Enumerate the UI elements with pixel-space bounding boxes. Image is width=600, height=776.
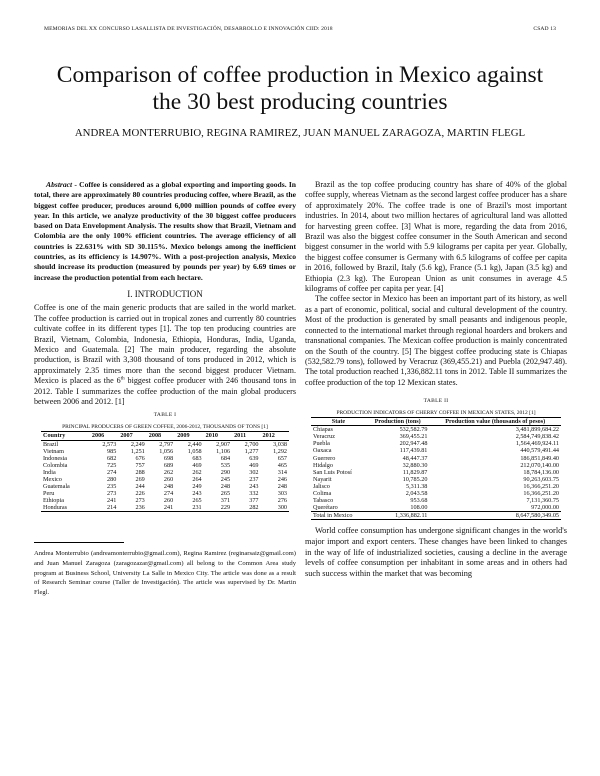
- intro-paragraph: Coffee is one of the main generic products that are sailed in the world market. The coffee production is carried out in tropical zones and currently 80 countries cultivate coffee in its different types [1]. The top ten producing countries are Brazil, Vietnam, Colombia, Indonesia, Ethiopia, Honduras, India, Uganda, Mexico and Guatemala. [2] The main producer, regarding the absolute production, is Brazil with 3,308 thousand of tons produced in 2012, which is approximately 2.35 times more than the second biggest producer Vietnam. Mexico is placed as the 6th biggest coffee producer with 246 thousand tons in 2012. Table I summarizes the coffee production of the main global producers between 2006 and 2012. [1]: [34, 303, 296, 407]
- table1-cell: 246: [277, 476, 287, 483]
- table1-cell: 260: [163, 476, 174, 483]
- table1-header-cell: Country: [41, 432, 90, 440]
- table1-cell: 226: [135, 490, 145, 498]
- table1-cell: 2,797: [159, 440, 174, 448]
- table1-cell: 274: [163, 490, 174, 498]
- abstract-label: Abstract: [46, 180, 73, 189]
- table2-cell: 108.00: [410, 504, 428, 512]
- table1-header-cell: 2011: [232, 432, 260, 440]
- table1-cell: 265: [192, 497, 202, 505]
- table1-cell: 280: [107, 476, 117, 483]
- table1-cell: Indonesia: [43, 454, 68, 462]
- table1-cell: Mexico: [43, 476, 62, 483]
- table2-row: [311, 440, 561, 447]
- table2-cell: Querétaro: [313, 504, 338, 512]
- table2-cell: Tabasco: [313, 497, 334, 505]
- table1-header-row: [41, 432, 289, 440]
- table1-caption: PRINCIPAL PRODUCERS OF GREEN COFFEE, 2006-2012, THOUSANDS OF TONS [1]: [62, 424, 268, 431]
- table1-cell: 371: [220, 497, 231, 505]
- table1-cell: 2,440: [187, 440, 202, 448]
- table2-cell: 202,947.48: [399, 440, 428, 448]
- table2-cell: 10,785.20: [402, 475, 428, 483]
- right-paragraph-2: The coffee sector in Mexico has been an important part of its history, as well as a part of economic, political, social and cultural development of the country. Most of the production is generated by small peasants and indigenous people, connected to the international market through regional hoarders and brokers and transnational companies. The Mexican coffee production is mainly concentrated on the South of the country. [5] The biggest coffee producing state is Chiapas (532,582.79 tons), followed by Veracruz (369,455.21) and Puebla (202,947.48). The total production reached 1,336,882.11 tons in 2012. Table II summarizes the coffee production of the top 12 Mexican states.: [305, 294, 567, 387]
- table2-row: [311, 462, 561, 469]
- table1-row: [41, 490, 289, 497]
- table1-cell: 303: [277, 490, 287, 498]
- table2-total-row: [311, 512, 561, 520]
- table2-cell: 212,070,140.00: [520, 461, 559, 469]
- table1-cell: 262: [192, 468, 202, 476]
- table2-cell: 18,784,136.00: [523, 468, 559, 476]
- table2-cell: 953.68: [410, 497, 428, 505]
- table1-cell: 2,907: [216, 440, 231, 448]
- table2-cell: Nayarit: [313, 475, 332, 483]
- table1-cell: 265: [220, 490, 231, 498]
- table1-cell: 684: [220, 454, 231, 462]
- table1-row: [41, 469, 289, 476]
- table2-header-cell: Production (tons): [366, 418, 429, 426]
- table2-cell: Jalisco: [313, 482, 330, 490]
- table1-cell: 2,249: [130, 440, 145, 448]
- table1-cell: Colombia: [43, 461, 68, 469]
- table1-cell: Honduras: [41, 504, 90, 512]
- table1-row: [41, 462, 289, 469]
- table2-cell: 972,000.00: [531, 504, 559, 512]
- table1-cell: 3,038: [273, 440, 287, 448]
- table1-cell: 535: [220, 461, 231, 469]
- left-column: [34, 180, 296, 597]
- table2-row: [311, 447, 561, 454]
- table2: [311, 417, 561, 520]
- table1-cell: 248: [163, 483, 174, 491]
- table2-row: [311, 469, 561, 476]
- table2-row: [311, 433, 561, 440]
- table1-cell: 725: [107, 461, 117, 469]
- table2-cell: Guerrero: [313, 454, 336, 462]
- table2-row: [311, 476, 561, 483]
- table2-cell: Puebla: [313, 440, 330, 448]
- table2-cell: 369,455.21: [399, 433, 428, 441]
- table1-cell: 2,700: [244, 440, 259, 448]
- table1-cell: 314: [277, 468, 287, 476]
- table2-row: [311, 504, 561, 512]
- table2-row: [311, 483, 561, 490]
- table2-cell: Oaxaca: [313, 447, 332, 455]
- table1-row: [41, 448, 289, 455]
- table2-cell: Chiapas: [313, 426, 333, 434]
- table1-cell: 290: [220, 468, 231, 476]
- table1-row: [41, 455, 289, 462]
- table1-header-cell: 2006: [90, 432, 118, 440]
- table1-cell: 245: [220, 476, 231, 483]
- table1-cell: 282: [232, 504, 260, 512]
- table1-cell: 276: [277, 497, 287, 505]
- table2-cell: 90,263,603.75: [523, 475, 559, 483]
- running-header-left: MEMORIAS DEL XX CONCURSO LASALLISTA DE INVESTIGACIÓN, DESARROLLO E INNOVACIÓN CIID: 2018: [44, 26, 333, 32]
- table1-cell: Vietnam: [43, 447, 64, 455]
- table2-cell: 5,311.38: [405, 482, 428, 490]
- table1-cell: 248: [277, 483, 287, 491]
- table1: [41, 431, 289, 512]
- table2-cell: 186,851,849.40: [520, 454, 559, 462]
- table1-cell: 249: [192, 483, 202, 491]
- table1-header-cell: 2010: [204, 432, 232, 440]
- table1-cell: 1,292: [273, 447, 287, 455]
- abstract-text: - Coffee is considered as a global exporting and importing goods. In total, there are approximately 80 countries producing coffee, where Brazil, as the biggest coffee producer, produces around 6,000 million pounds of coffee every year. In this article, we analyze productivity of the 30 biggest coffee producers based on Data Envelopment Analysis. The results show that Brazil, Vietnam and Colombia are the only 100% efficient countries. The average efficiency of all countries is 22.631% with SD 30.115%. Mexico belongs among the inefficient countries, as its efficiency is 14.907%. With a post-projection analysis, Mexico should increase its production (measured by pounds per year) by 6.69 times or increase the production potential from each hectare.: [34, 180, 296, 282]
- table2-cell: 2,584,749,838.42: [515, 433, 559, 441]
- table1-cell: Guatemala: [43, 483, 70, 491]
- table1-cell: 241: [107, 497, 117, 505]
- table1-cell: 262: [163, 468, 174, 476]
- table2-cell: 2,043.58: [405, 489, 428, 497]
- table1-row: [41, 476, 289, 483]
- table2-label: TABLE II: [423, 398, 449, 405]
- paper-authors: ANDREA MONTERRUBIO, REGINA RAMIREZ, JUAN MANUEL ZARAGOZA, MARTIN FLEGL: [74, 127, 526, 139]
- table1-cell: 698: [163, 454, 174, 462]
- table1-cell: 269: [135, 476, 145, 483]
- table2-cell: 16,366,251.20: [523, 482, 559, 490]
- table2-cell: 48,447.37: [402, 454, 428, 462]
- right-column: [305, 180, 567, 579]
- table2-cell: 532,582.79: [399, 426, 428, 434]
- table1-cell: 2,573: [102, 440, 117, 448]
- table1-cell: 682: [107, 454, 117, 462]
- table1-header-cell: 2007: [118, 432, 146, 440]
- table1-cell: 231: [175, 504, 203, 512]
- table1-cell: 683: [192, 454, 202, 462]
- table1-cell: 377: [249, 497, 259, 505]
- table1-cell: 1,106: [216, 447, 231, 455]
- table1-header-cell: 2012: [261, 432, 289, 440]
- table1-cell: 248: [220, 483, 231, 491]
- table1-cell: 332: [249, 490, 259, 498]
- table1-cell: 469: [249, 461, 259, 469]
- table1-cell: 273: [135, 497, 145, 505]
- table1-cell: 274: [107, 468, 117, 476]
- table2-total-cell: 8,647,580,349.05: [429, 512, 561, 520]
- table2-cell: 32,880.30: [402, 461, 428, 469]
- table1-cell: 1,056: [159, 447, 174, 455]
- table1-row: [41, 440, 289, 448]
- footnote-rule: [34, 542, 124, 543]
- right-paragraph-1: Brazil as the top coffee producing country has share of 40% of the global coffee supply, whereas Vietnam as the second largest coffee producer has a share of approximately 20%. The coffee trade is one of Brazil's most important industries. In 2014, about two million hectares of agricultural land was allotted for harvesting green coffee. [3] What is more, regarding the data from 2016, Brazil was also the biggest coffee consumer in the South American and second biggest consumer in the world with 5.9 kilograms per capita per year. Globally, the biggest coffee consumer is Germany with 6.5 kilograms of coffee per capita in 2016, followed by Brazil, Italy (5.6 kg), France (5.1 kg), Japan (3.5 kg) and Ethiopia (2.3 kg). The European Union as unit consumes in average 4.5 kilograms of coffee per capita per year. [4]: [305, 180, 568, 294]
- table2-caption: PRODUCTION INDICATORS OF CHERRY COFFEE IN MEXICAN STATES, 2012 [1]: [336, 410, 536, 417]
- table2-cell: 7,131,360.75: [526, 497, 559, 505]
- table1-cell: 243: [192, 490, 202, 498]
- table1-cell: 1,251: [130, 447, 145, 455]
- table2-row: [311, 455, 561, 462]
- table1-cell: 657: [277, 454, 287, 462]
- table2-row: [311, 497, 561, 504]
- table1-cell: India: [43, 468, 56, 476]
- table1-cell: 300: [261, 504, 289, 512]
- table1-cell: 237: [249, 476, 259, 483]
- section-heading-introduction: I. INTRODUCTION: [127, 288, 203, 299]
- table1-cell: 465: [277, 461, 287, 469]
- table2-total-cell: 1,336,882.11: [366, 512, 429, 520]
- table1-cell: 260: [163, 497, 174, 505]
- table1-cell: 235: [107, 483, 117, 491]
- table1-cell: 236: [118, 504, 146, 512]
- paper-title: Comparison of coffee production in Mexico against the 30 best producing countries: [56, 62, 544, 115]
- right-paragraph-3: World coffee consumption has undergone significant changes in the world's major import and export centers. These changes have been linked to changes in the way of life of industrialized societies, causing a decline in the average levels of coffee consumption per inhabitant in some areas and in others had such success within the market that was becoming: [305, 526, 567, 578]
- table1-cell: 1,277: [244, 447, 259, 455]
- table1-cell: 229: [204, 504, 232, 512]
- table1-cell: 1,058: [187, 447, 202, 455]
- abstract: [34, 180, 296, 283]
- table1-cell: 689: [163, 461, 174, 469]
- table1-header-cell: 2008: [147, 432, 175, 440]
- table1-cell: 676: [135, 454, 145, 462]
- table1-cell: 214: [90, 504, 118, 512]
- table2-cell: Hidalgo: [313, 461, 333, 469]
- running-header-right: CSAD 13: [533, 26, 556, 32]
- table1-cell: 264: [192, 476, 202, 483]
- table2-cell: Colima: [313, 489, 332, 497]
- table1-cell: Ethiopia: [43, 497, 64, 505]
- table1-cell: 302: [249, 468, 259, 476]
- table2-cell: 1,564,469,924.11: [515, 440, 559, 448]
- table2-cell: 3,481,899,684.22: [515, 426, 559, 434]
- table2-cell: San Luis Potosí: [313, 468, 352, 476]
- table1-row: [41, 483, 289, 490]
- table2-header-cell: Production value (thousands of pesos): [429, 418, 561, 426]
- author-footnote: Andrea Monterrubio (andreamonterrubio@gmail.com), Regina Ramirez (reginarsaiz@gmail.com) and Juan Manuel Zaragoza (zaragozazar@gmail.com) all belong to the Common Area study program at Business School, University La Salle in Mexico City. The article was done as a result of Research Seminar course (Taller de Investigación). The article was supervised by Dr. Martin Flegl.: [34, 550, 296, 596]
- table1-row: [41, 497, 289, 504]
- table2-cell: 16,366,251.20: [523, 489, 559, 497]
- table2-cell: 440,579,491.44: [520, 447, 559, 455]
- table1-cell: Brazil: [43, 440, 59, 448]
- table1-cell: 639: [249, 454, 259, 462]
- table1-header-cell: 2009: [175, 432, 203, 440]
- table1-cell: 244: [135, 483, 145, 491]
- table1-cell: 757: [135, 461, 145, 469]
- table2-header-row: [311, 418, 561, 426]
- table2-cell: Veracruz: [313, 433, 335, 441]
- table1-cell: 985: [107, 447, 117, 455]
- table1-row: [41, 504, 289, 512]
- table2-cell: 117,439.81: [399, 447, 428, 455]
- table1-cell: 288: [135, 468, 145, 476]
- table2-header-cell: State: [311, 418, 366, 426]
- table2-total-cell: Total in Mexico: [311, 512, 366, 520]
- table2-row: [311, 490, 561, 497]
- table1-cell: 243: [249, 483, 259, 491]
- table2-cell: 11,829.87: [402, 468, 428, 476]
- table1-cell: 273: [107, 490, 117, 498]
- table1-cell: 241: [147, 504, 175, 512]
- table1-label: TABLE I: [153, 412, 177, 419]
- table1-cell: Peru: [43, 490, 55, 498]
- table2-row: [311, 426, 561, 434]
- table1-cell: 469: [192, 461, 202, 469]
